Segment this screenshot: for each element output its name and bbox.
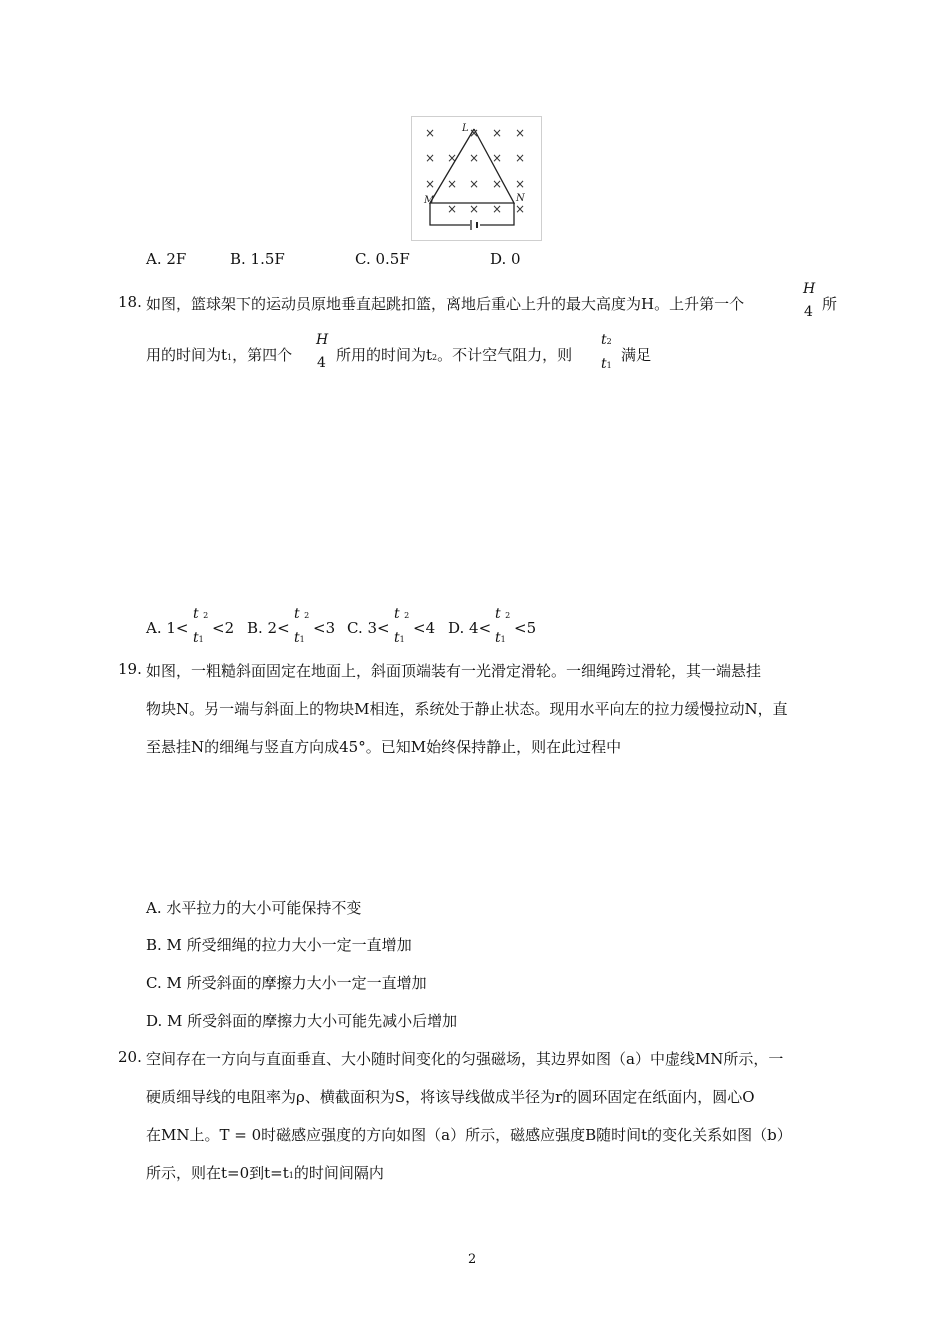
field-cross: × — [514, 151, 526, 165]
field-cross: × — [468, 126, 480, 140]
q19-line2: 物块N。另一端与斜面上的物块M相连，系统处于静止状态。现用水平向左的拉力缓慢拉动N，直 — [146, 700, 788, 718]
q18-frac-H-top: H — [803, 281, 816, 297]
q20-line1: 空间存在一方向与直面垂直、大小随时间变化的匀强磁场，其边界如图（a）中虚线MN所示，一 — [146, 1050, 784, 1068]
field-cross: × — [446, 151, 458, 165]
q18-ratio-top — [601, 332, 612, 348]
q18-option-b[interactable] — [247, 619, 290, 637]
q18-option-c-post: <4 — [413, 619, 436, 637]
triangle-loop-figure — [411, 116, 542, 241]
q18-option-a-post: <2 — [212, 619, 235, 637]
q18-option-c-sub2: 2 — [404, 611, 410, 620]
triangle-wire — [430, 129, 514, 203]
q19-option-d[interactable]: D. M 所受斜面的摩擦力大小可能先减小后增加 — [146, 1012, 458, 1030]
field-cross: × — [491, 126, 503, 140]
q18-line2-c — [336, 344, 572, 365]
q18-option-c-t1: t — [394, 630, 400, 646]
q20-line4 — [146, 1162, 384, 1183]
q18-frac2-H-top: H — [316, 332, 329, 348]
q20-line2: 硬质细导线的电阻率为ρ、横截面积为S，将该导线做成半径为r的圆环固定在纸面内，圆心O — [146, 1088, 755, 1106]
q19-line1: 如图，一粗糙斜面固定在地面上，斜面顶端装有一光滑定滑轮。一细绳跨过滑轮，其一端悬挂 — [146, 662, 762, 680]
q18-option-b-frac-top — [294, 606, 309, 622]
q19-option-b[interactable]: B. M 所受细绳的拉力大小一定一直增加 — [146, 936, 412, 954]
q18-number: 18. — [118, 293, 142, 311]
q19-number: 19. — [118, 660, 142, 678]
q20-line4-sub: 1 — [288, 1171, 294, 1180]
q18-ratio-t2: t — [601, 332, 607, 348]
q20-line3: 在MN上。T = 0时磁感应强度的方向如图（a）所示，磁感应强度B随时间t的变化关系如图（b） — [146, 1126, 792, 1144]
q18-option-d-t1: t — [495, 630, 501, 646]
q18-option-d-post: <5 — [514, 619, 537, 637]
q17-option-a[interactable]: A. 2F — [146, 250, 187, 268]
field-cross: × — [424, 177, 436, 191]
q18-option-a-sub1: 1 — [198, 635, 204, 644]
q18-sub1: 1 — [227, 353, 233, 362]
q18-option-b-t2: t — [294, 606, 300, 622]
q18-option-c-pre: C. 3< — [347, 619, 390, 637]
field-cross: × — [424, 151, 436, 165]
q18-option-b-pre: B. 2< — [247, 619, 290, 637]
label-N: N — [516, 193, 525, 204]
q18-option-d-sub2: 2 — [505, 611, 511, 620]
page-number: 2 — [468, 1252, 477, 1267]
q18-option-d-frac-bottom — [495, 630, 506, 646]
q18-line2-a-text: 用的时间为t — [146, 346, 228, 364]
q18-option-d[interactable] — [448, 619, 491, 637]
q18-option-a-frac-bottom — [193, 630, 204, 646]
q20-number: 20. — [118, 1048, 142, 1066]
q18-ratio-t1: t — [601, 356, 607, 372]
field-cross: × — [514, 177, 526, 191]
q18-option-b-t1: t — [294, 630, 300, 646]
q18-option-b-sub1: 1 — [299, 635, 305, 644]
q18-line2-d: 。不计空气阻力，则 — [437, 346, 573, 364]
q17-option-b[interactable]: B. 1.5F — [230, 250, 285, 268]
field-cross: × — [491, 151, 503, 165]
q18-option-b-frac-bottom — [294, 630, 305, 646]
q18-option-a-t1: t — [193, 630, 199, 646]
q18-option-d-frac-top — [495, 606, 510, 622]
q19-option-c[interactable]: C. M 所受斜面的摩擦力大小一定一直增加 — [146, 974, 427, 992]
field-cross: × — [491, 202, 503, 216]
q20-line4-a: 所示，则在t=0到t=t — [146, 1164, 289, 1182]
q19-line3: 至悬挂N的细绳与竖直方向成45°。已知M始终保持静止，则在此过程中 — [146, 738, 622, 756]
q18-option-c-frac-bottom — [394, 630, 405, 646]
field-cross: × — [514, 202, 526, 216]
q18-sub2: 2 — [432, 353, 438, 362]
q18-frac-4-bottom: 4 — [804, 304, 813, 320]
q18-option-b-post: <3 — [313, 619, 336, 637]
q18-ratio-bottom — [601, 356, 612, 372]
field-cross: × — [514, 126, 526, 140]
q18-line2-e: 满足 — [621, 346, 652, 364]
field-cross: × — [446, 177, 458, 191]
q18-option-c-t2: t — [394, 606, 400, 622]
q18-option-a-frac-top — [193, 606, 208, 622]
q17-option-c[interactable]: C. 0.5F — [355, 250, 410, 268]
q18-option-a-pre: A. 1< — [146, 619, 189, 637]
q18-line2-a — [146, 344, 292, 365]
q18-line1-end: 所 — [822, 295, 838, 313]
q18-option-a-t2: t — [193, 606, 199, 622]
q20-line4-b: 的时间间隔内 — [293, 1164, 384, 1182]
q17-option-d[interactable]: D. 0 — [490, 250, 521, 268]
field-cross: × — [491, 177, 503, 191]
q18-option-a-sub2: 2 — [203, 611, 209, 620]
q18-option-d-pre: D. 4< — [448, 619, 492, 637]
q18-ratio-sub1: 1 — [606, 361, 612, 370]
q18-option-d-sub1: 1 — [500, 635, 506, 644]
q18-option-a[interactable] — [146, 619, 188, 637]
field-cross: × — [468, 202, 480, 216]
q18-option-c-frac-top — [394, 606, 409, 622]
magnetic-field-diagram — [412, 117, 541, 240]
q18-option-b-sub2: 2 — [304, 611, 310, 620]
label-L: L — [462, 123, 469, 134]
q18-ratio-sub2: 2 — [606, 337, 612, 346]
q18-option-d-t2: t — [495, 606, 501, 622]
q18-option-c-sub1: 1 — [399, 635, 405, 644]
q18-line2-b: ，第四个 — [232, 346, 293, 364]
q18-line2-c-text: 所用的时间为t — [336, 346, 433, 364]
q18-option-c[interactable] — [347, 619, 390, 637]
field-cross: × — [446, 202, 458, 216]
field-cross: × — [468, 177, 480, 191]
field-cross: × — [468, 151, 480, 165]
q18-frac2-4-bottom: 4 — [317, 355, 326, 371]
q18-line1: 如图，篮球架下的运动员原地垂直起跳扣篮，离地后重心上升的最大高度为H。上升第一个 — [146, 295, 745, 313]
field-cross: × — [424, 126, 436, 140]
label-M: M — [424, 195, 435, 206]
q19-option-a[interactable]: A. 水平拉力的大小可能保持不变 — [146, 899, 362, 917]
